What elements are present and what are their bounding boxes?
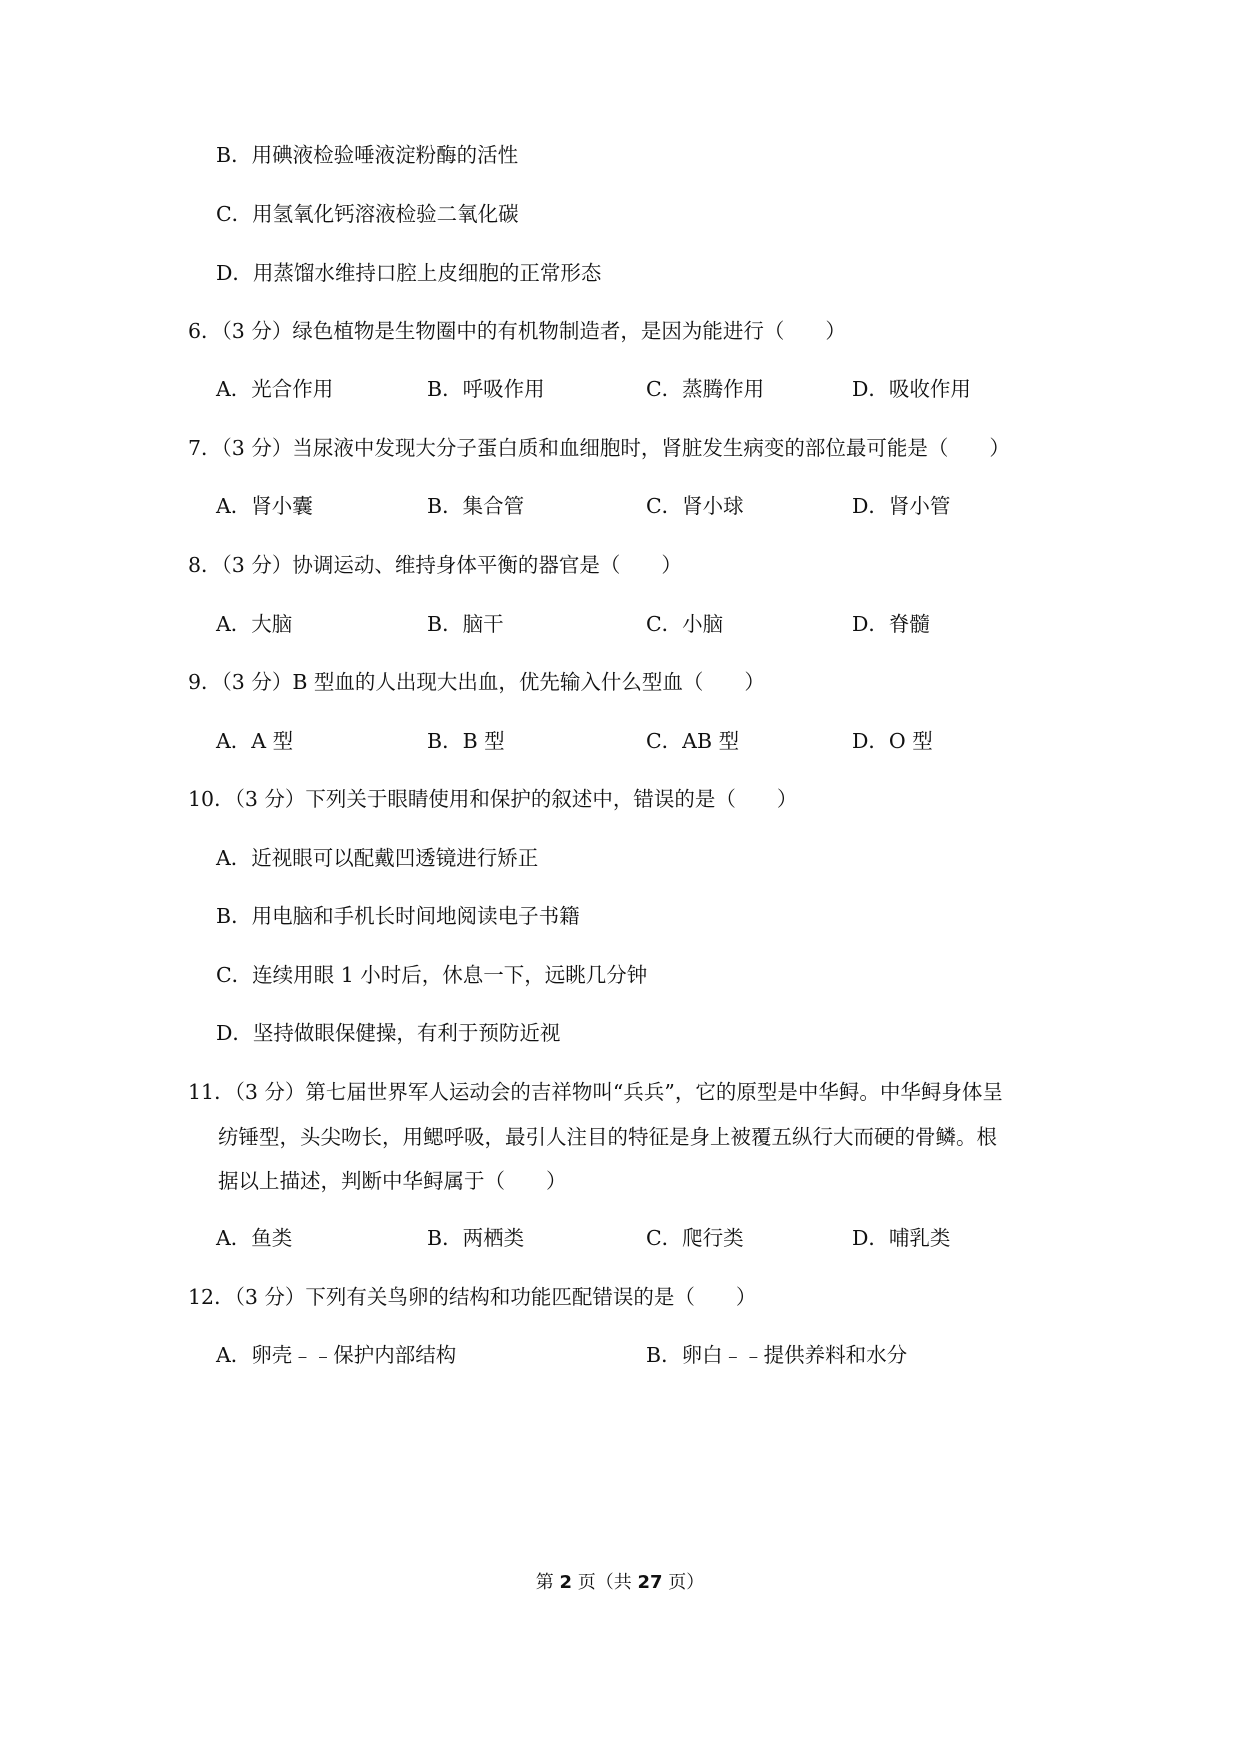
q11-stem-row-3 [0, 1161, 1240, 1201]
q9-options-row [0, 721, 1240, 761]
footer-total-pages: 27 [637, 1572, 663, 1593]
q10-option-c: C．连续用眼 1 小时后，休息一下，远眺几分钟 [216, 963, 648, 987]
q7-option-b: B．集合管 [427, 494, 525, 518]
q7-stem-row [0, 428, 1240, 468]
q6-stem-row [0, 311, 1240, 351]
q10-stem-row [0, 779, 1240, 819]
q10-option-b-row [0, 896, 1240, 936]
q7-stem: 7．（3 分）当尿液中发现大分子蛋白质和血细胞时，肾脏发生病变的部位最可能是（ ） [188, 436, 1010, 460]
q11-stem-line-2: 纺锤型，头尖吻长，用鳃呼吸，最引人注目的特征是身上被覆五纵行大而硬的骨鳞。根 [218, 1125, 997, 1149]
q8-option-c: C．小脑 [646, 612, 724, 636]
q11-option-c: C．爬行类 [646, 1226, 744, 1250]
q9-option-a: A．A 型 [216, 729, 294, 753]
q5-option-c-row [0, 194, 1240, 234]
q11-option-d: D．哺乳类 [852, 1226, 951, 1250]
q7-option-a: A．肾小囊 [216, 494, 313, 518]
footer-prefix: 第 [535, 1572, 560, 1593]
q5-option-b: B．用碘液检验唾液淀粉酶的活性 [216, 143, 519, 167]
q8-option-b: B．脑干 [427, 612, 504, 636]
q11-stem-row-1 [0, 1072, 1240, 1112]
q10-stem: 10．（3 分）下列关于眼睛使用和保护的叙述中，错误的是（ ） [188, 787, 798, 811]
q11-stem-line-3: 据以上描述，判断中华鲟属于（ ） [218, 1169, 567, 1193]
q11-options-row [0, 1218, 1240, 1258]
q9-stem: 9．（3 分）B 型血的人出现大出血，优先输入什么型血（ ） [188, 670, 765, 694]
q6-stem: 6．（3 分）绿色植物是生物圈中的有机物制造者，是因为能进行（ ） [188, 319, 846, 343]
q12-stem: 12．（3 分）下列有关鸟卵的结构和功能匹配错误的是（ ） [188, 1285, 757, 1309]
q11-option-a: A．鱼类 [216, 1226, 293, 1250]
q7-options-row [0, 486, 1240, 526]
q7-option-c: C．肾小球 [646, 494, 744, 518]
footer-page-number: 2 [559, 1572, 572, 1593]
page-footer [0, 1568, 1240, 1598]
q10-option-d: D．坚持做眼保健操，有利于预防近视 [216, 1021, 561, 1045]
q6-option-b: B．呼吸作用 [427, 377, 545, 401]
q11-stem-line-1: 11．（3 分）第七届世界军人运动会的吉祥物叫“兵兵”，它的原型是中华鲟。中华鲟身体呈 [188, 1080, 1003, 1104]
q8-stem-row [0, 545, 1240, 585]
q5-option-c: C．用氢氧化钙溶液检验二氧化碳 [216, 202, 519, 226]
q6-option-d: D．吸收作用 [852, 377, 971, 401]
q12-stem-row [0, 1277, 1240, 1317]
q6-options-row [0, 369, 1240, 409]
footer-middle: 页（共 [572, 1572, 638, 1593]
q12-option-b: B．卵白﹣﹣提供养料和水分 [646, 1343, 908, 1367]
q6-option-a: A．光合作用 [216, 377, 334, 401]
q12-options-row [0, 1335, 1240, 1375]
q5-option-d: D．用蒸馏水维持口腔上皮细胞的正常形态 [216, 261, 602, 285]
q8-options-row [0, 604, 1240, 644]
q10-option-a: A．近视眼可以配戴凹透镜进行矫正 [216, 846, 539, 870]
q7-option-d: D．肾小管 [852, 494, 951, 518]
q12-option-a: A．卵壳﹣﹣保护内部结构 [216, 1343, 457, 1367]
footer-suffix: 页） [662, 1572, 705, 1593]
q10-option-c-row [0, 955, 1240, 995]
q5-option-d-row [0, 253, 1240, 293]
q10-option-d-row [0, 1013, 1240, 1053]
q8-option-d: D．脊髓 [852, 612, 930, 636]
q8-stem: 8．（3 分）协调运动、维持身体平衡的器官是（ ） [188, 553, 682, 577]
q11-stem-row-2 [0, 1117, 1240, 1157]
q6-option-c: C．蒸腾作用 [646, 377, 765, 401]
q11-option-b: B．两栖类 [427, 1226, 525, 1250]
q9-option-d: D．O 型 [852, 729, 933, 753]
q5-option-b-row [0, 135, 1240, 175]
q9-option-c: C．AB 型 [646, 729, 740, 753]
q9-option-b: B．B 型 [427, 729, 505, 753]
q8-option-a: A．大脑 [216, 612, 293, 636]
q10-option-b: B．用电脑和手机长时间地阅读电子书籍 [216, 904, 580, 928]
q9-stem-row [0, 662, 1240, 702]
q10-option-a-row [0, 838, 1240, 878]
